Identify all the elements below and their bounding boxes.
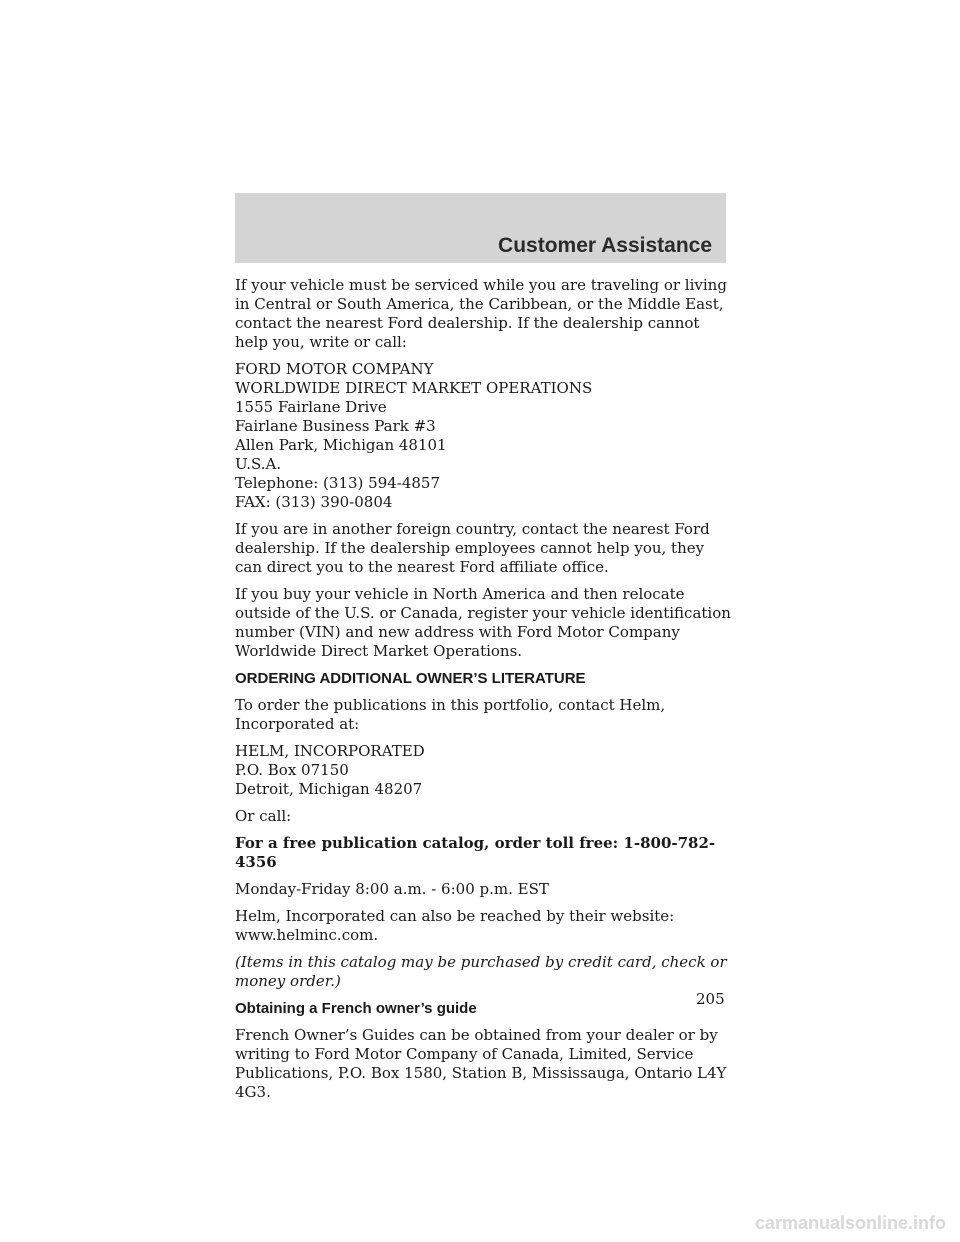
address-line: Fairlane Business Park #3 [235,417,436,435]
helm-address-block [235,742,735,799]
foreign-country-paragraph: If you are in another foreign country, contact the nearest Ford dealership. If the dealership employees cannot help you, they can direct you to the nearest Ford affiliate office. [235,520,710,576]
address-line: FORD MOTOR COMPANY [235,360,434,378]
address-line: HELM, INCORPORATED [235,742,425,760]
relocate-paragraph: If you buy your vehicle in North America and then relocate outside of the U.S. or Canada, register your vehicle identification number (VIN) and new address with Ford Motor Company Worldwide Direct Market Operations. [235,585,731,660]
toll-free-line: For a free publication catalog, order toll free: 1-800-782-4356 [235,834,716,871]
page-number: 205 [696,990,725,1008]
literature-intro: To order the publications in this portfolio, contact Helm, Incorporated at: [235,696,666,733]
section-title: Customer Assistance [498,234,712,257]
french-heading: Obtaining a French owner’s guide [235,1000,477,1017]
address-line: Allen Park, Michigan 48101 [235,436,447,454]
intro-paragraph: If your vehicle must be serviced while you are traveling or living in Central or South America, the Caribbean, or the Middle East, contact the nearest Ford dealership. If the dealership cannot help you, write or call: [235,276,727,351]
watermark: carmanualsonline.info [754,1213,946,1233]
address-line: U.S.A. [235,455,282,473]
website-block [235,907,735,945]
address-line: WORLDWIDE DIRECT MARKET OPERATIONS [235,379,593,397]
address-line: P.O. Box 07150 [235,761,349,779]
or-call-text: Or call: [235,807,292,825]
french-paragraph: French Owner’s Guides can be obtained from your dealer or by writing to Ford Motor Company of Canada, Limited, Service Publications, P.O. Box 1580, Station B, Mississauga, Ontario L4Y 4G3. [235,1026,727,1101]
ford-address-block [235,360,735,512]
address-line: 1555 Fairlane Drive [235,398,387,416]
hours-line: Monday-Friday 8:00 a.m. - 6:00 p.m. EST [235,880,549,898]
website-intro: Helm, Incorporated can also be reached by their website: [235,907,675,925]
address-line: Detroit, Michigan 48207 [235,780,423,798]
literature-heading: ORDERING ADDITIONAL OWNER’S LITERATURE [235,670,586,687]
payment-note: (Items in this catalog may be purchased by credit card, check or money order.) [235,953,727,990]
telephone-line: Telephone: (313) 594-4857 [235,474,441,492]
website-url: www.helminc.com. [235,926,379,944]
page-content [235,276,735,1110]
fax-line: FAX: (313) 390-0804 [235,493,393,511]
header-band [235,193,726,263]
